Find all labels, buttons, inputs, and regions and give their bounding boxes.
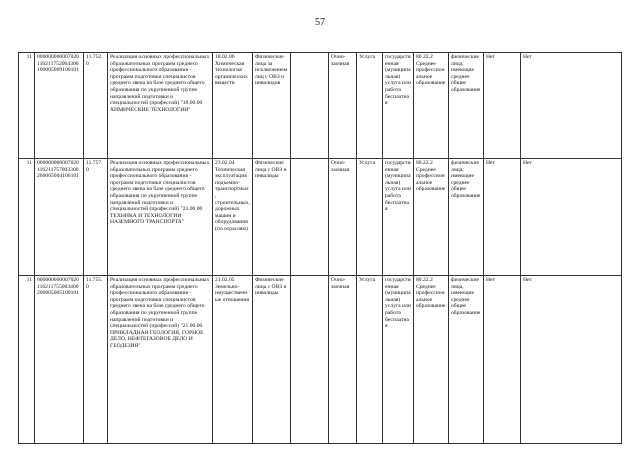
program-name: Реализация основных профессиональных образовательных программ среднего профессионального образования - программ подготовки специалистов среднего звена на базе среднего общего образования по укрупненной группе направлений подготовки и специальностей (профессий) "18.00.00 ХИМИЧЕСКИЕ ТЕХНОЛОГИИ" <box>108 53 213 159</box>
row-index: 11 <box>19 53 35 159</box>
study-form: Очно-заочная <box>329 53 357 159</box>
flag-a: Нет <box>484 276 521 444</box>
flag-b: Нет <box>521 53 622 159</box>
registry-code: 000000000007020116211755003400200005005100101 <box>35 276 84 444</box>
table-row <box>19 276 622 444</box>
services-registry-table <box>18 52 622 444</box>
study-form: Очно-заочная <box>329 276 357 444</box>
service-type: Услуга <box>357 276 383 444</box>
table-row <box>19 53 622 159</box>
flag-b: Нет <box>521 276 622 444</box>
empty-cell <box>291 159 329 276</box>
page-number: 57 <box>315 17 325 28</box>
pricing-type: государственная (муниципальная) услуга или работа бесплатная <box>383 276 414 444</box>
pricing-type: государственная (муниципальная) услуга или работа бесплатная <box>383 53 414 159</box>
program-name: Реализация основных профессиональных образовательных программ среднего профессионального образования - программ подготовки специалистов среднего звена на базе среднего общего образования по укрупненной группе направлений подготовки и специальностей (профессий) "23.00.00 ТЕХНИКА И ТЕХНОЛОГИИ НАЗЕМНОГО ТРАНСПОРТА" <box>108 159 213 276</box>
okved-code: 80.22.2 Среднее профессиональное образование <box>414 159 449 276</box>
flag-a: Нет <box>484 159 521 276</box>
consumers: физические лица, имеющие среднее общее образование <box>449 53 484 159</box>
service-subcode: 11.757.0 <box>84 159 108 276</box>
registry-code: 000000000007020116211752004300100005009100101 <box>35 53 84 159</box>
specialty: 21.02.05 Земельно-имущественные отношения <box>213 276 253 444</box>
registry-code: 000000000007020116211757003300200005004100101 <box>35 159 84 276</box>
recipient-category: Физические лица с ОВЗ и инвалиды <box>253 276 291 444</box>
recipient-category: Физические лица с ОВЗ и инвалиды <box>253 159 291 276</box>
flag-a: Нет <box>484 53 521 159</box>
empty-cell <box>291 53 329 159</box>
specialty: 18.02.06 Химическая технология органических веществ <box>213 53 253 159</box>
program-name: Реализация основных профессиональных образовательных программ среднего профессионального образования - программ подготовки специалистов среднего звена на базе среднего общего образования по укрупненной группе направлений подготовки и специальностей (профессий) "21.00.00 ПРИКЛАДНАЯ ГЕОЛОГИЯ, ГОРНОЕ ДЕЛО, НЕФТЕГАЗОВОЕ ДЕЛО И ГЕОДЕЗИЯ" <box>108 276 213 444</box>
service-type: Услуга <box>357 53 383 159</box>
flag-b: Нет <box>521 159 622 276</box>
row-index: 11 <box>19 159 35 276</box>
pricing-type: государственная (муниципальная) услуга или работа бесплатная <box>383 159 414 276</box>
empty-cell <box>291 276 329 444</box>
okved-code: 80.22.2 Среднее профессиональное образование <box>414 276 449 444</box>
consumers: физические лица, имеющие среднее общее образование <box>449 159 484 276</box>
recipient-category: Физические лица за исключением лиц с ОВЗ и инвалидов <box>253 53 291 159</box>
row-index: 11 <box>19 276 35 444</box>
consumers: физические лица, имеющие среднее общее образование <box>449 276 484 444</box>
okved-code: 80.22.2 Среднее профессиональное образование <box>414 53 449 159</box>
service-subcode: 11.752.0 <box>84 53 108 159</box>
service-subcode: 11.755.0 <box>84 276 108 444</box>
service-type: Услуга <box>357 159 383 276</box>
table-row <box>19 159 622 276</box>
specialty: 23.02.04 Техническая эксплуатация подъемно-транспортных, строительных, дорожных машин и оборудования (по отраслям) <box>213 159 253 276</box>
study-form: Очно-заочная <box>329 159 357 276</box>
